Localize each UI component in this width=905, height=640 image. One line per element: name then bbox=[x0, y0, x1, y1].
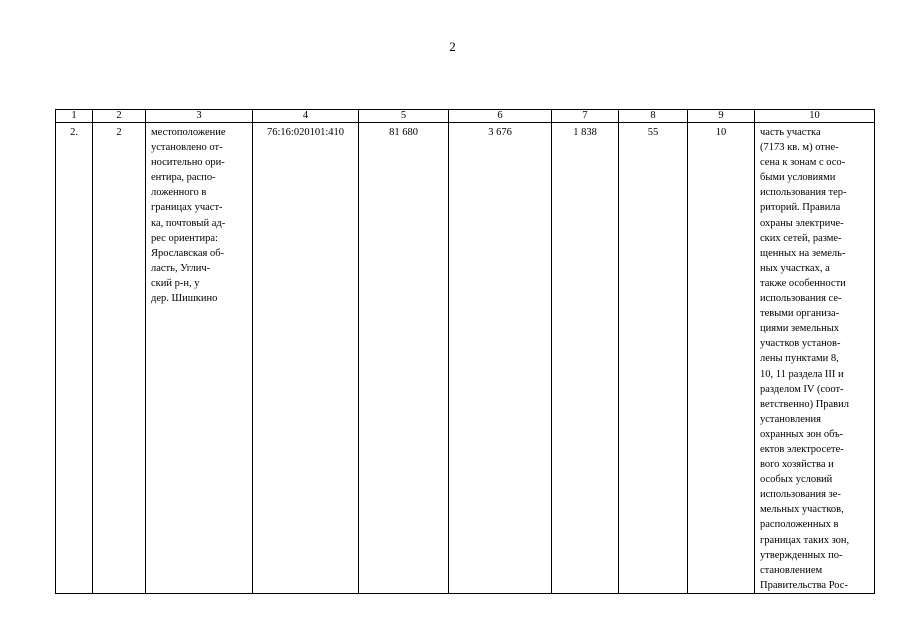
notes-line: разделом IV (соот- bbox=[760, 383, 844, 395]
notes-line: лены пунктами 8, bbox=[760, 353, 839, 365]
cell-col-7: 1 838 bbox=[552, 123, 619, 594]
header-row bbox=[56, 110, 875, 123]
col-header-10: 10 bbox=[755, 110, 875, 123]
cell-location bbox=[146, 123, 253, 594]
cell-col-8: 55 bbox=[619, 123, 688, 594]
notes-line: расположенных в bbox=[760, 519, 839, 531]
notes-line: сена к зонам с осо- bbox=[760, 157, 846, 169]
col-header-9: 9 bbox=[688, 110, 755, 123]
location-line: границах участ- bbox=[151, 202, 223, 214]
col-header-8: 8 bbox=[619, 110, 688, 123]
cell-col-9: 10 bbox=[688, 123, 755, 594]
notes-line: также особенности bbox=[760, 277, 846, 289]
location-line: ский р-н, у bbox=[151, 277, 200, 289]
table-row bbox=[56, 123, 875, 594]
notes-line: вого хозяйства и bbox=[760, 459, 834, 471]
col-header-5: 5 bbox=[359, 110, 449, 123]
notes-line: мельных участков, bbox=[760, 504, 844, 516]
notes-line: участков установ- bbox=[760, 338, 841, 350]
cell-notes bbox=[755, 123, 875, 594]
location-line: ка, почтовый ад- bbox=[151, 217, 226, 229]
location-line: рес ориентира: bbox=[151, 232, 218, 244]
notes-line: использования зе- bbox=[760, 489, 841, 501]
notes-line: охранных зон объ- bbox=[760, 428, 844, 440]
land-plot-table bbox=[55, 109, 875, 594]
cell-col-5: 81 680 bbox=[359, 123, 449, 594]
location-line: ентира, распо- bbox=[151, 172, 216, 184]
notes-line: охраны электриче- bbox=[760, 217, 844, 229]
notes-line: тевыми организа- bbox=[760, 308, 840, 320]
notes-line: ветственно) Правил bbox=[760, 398, 849, 410]
cell-row-number: 2. bbox=[56, 123, 93, 594]
location-line: Ярославская об- bbox=[151, 247, 225, 259]
location-line: носительно ори- bbox=[151, 157, 225, 169]
col-header-1: 1 bbox=[56, 110, 93, 123]
notes-line: 10, 11 раздела III и bbox=[760, 368, 844, 380]
col-header-3: 3 bbox=[146, 110, 253, 123]
notes-line: установления bbox=[760, 413, 821, 425]
notes-line: особых условий bbox=[760, 474, 833, 486]
col-header-2: 2 bbox=[93, 110, 146, 123]
notes-line: границах таких зон, bbox=[760, 534, 850, 546]
notes-line: использования се- bbox=[760, 293, 842, 305]
location-line: местоположение bbox=[151, 127, 226, 138]
notes-line: риторий. Правила bbox=[760, 202, 841, 214]
location-line: дер. Шишкино bbox=[151, 293, 218, 305]
cell-cadastral-number: 76:16:020101:410 bbox=[253, 123, 359, 594]
col-header-6: 6 bbox=[449, 110, 552, 123]
notes-line: быми условиями bbox=[760, 172, 836, 184]
col-header-7: 7 bbox=[552, 110, 619, 123]
notes-line: ских сетей, разме- bbox=[760, 232, 842, 244]
page-number: 2 bbox=[449, 39, 456, 54]
notes-line: ектов электросете- bbox=[760, 443, 844, 455]
cell-col-2: 2 bbox=[93, 123, 146, 594]
col-header-4: 4 bbox=[253, 110, 359, 123]
notes-line: становлением bbox=[760, 564, 823, 576]
notes-line: Правительства Рос- bbox=[760, 579, 848, 591]
notes-line: использования тер- bbox=[760, 187, 847, 199]
location-line: ложенного в bbox=[151, 187, 207, 199]
cell-col-6: 3 676 bbox=[449, 123, 552, 594]
location-line: установлено от- bbox=[151, 142, 223, 154]
notes-line: циями земельных bbox=[760, 323, 840, 335]
notes-line: часть участка bbox=[760, 127, 821, 138]
notes-line: утвержденных по- bbox=[760, 549, 843, 561]
location-line: ласть, Углич- bbox=[151, 262, 211, 274]
notes-line: (7173 кв. м) отне- bbox=[760, 142, 839, 154]
notes-line: ных участках, а bbox=[760, 262, 830, 274]
notes-line: щенных на земель- bbox=[760, 247, 846, 259]
